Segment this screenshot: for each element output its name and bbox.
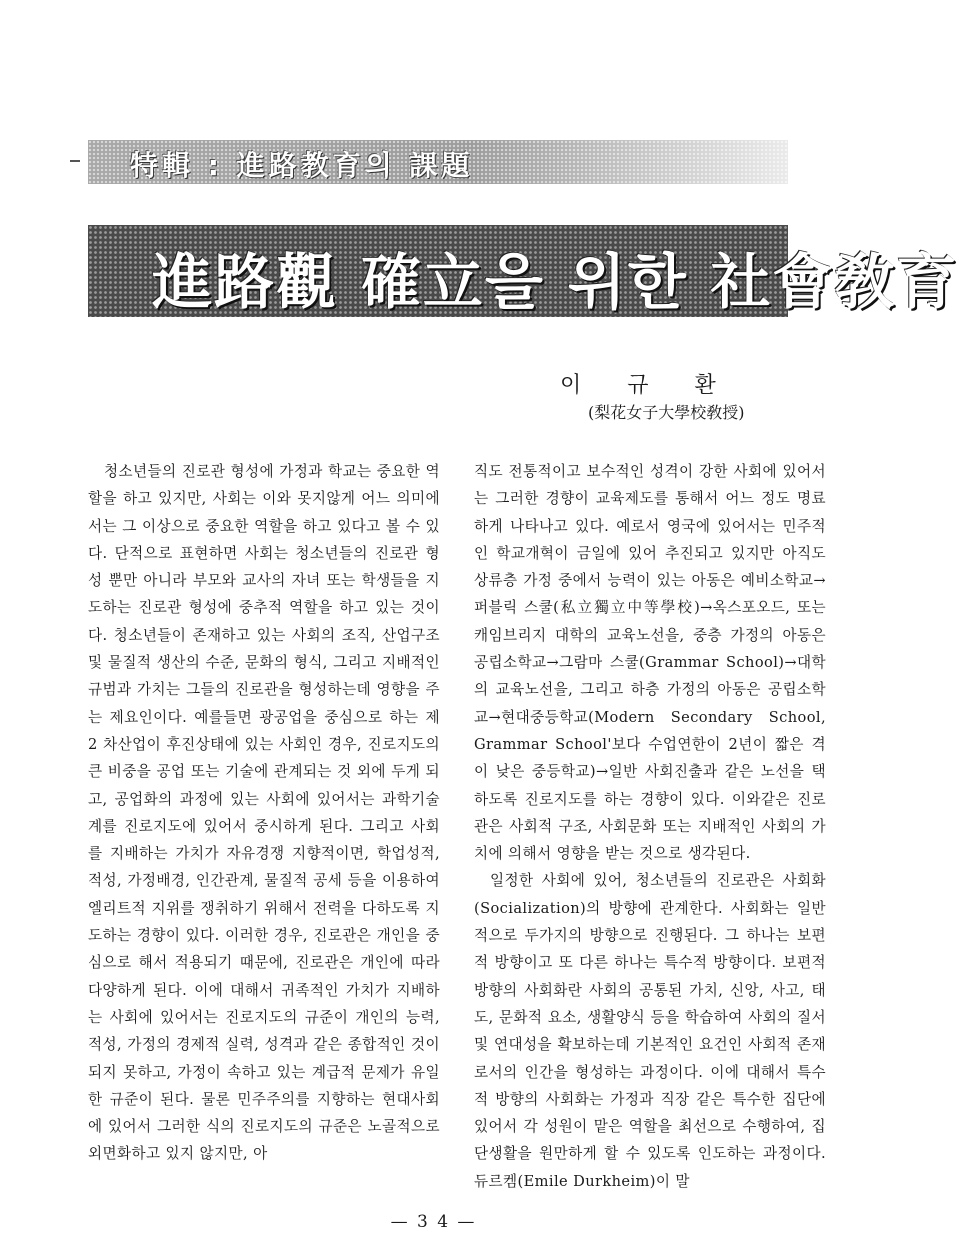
author-name: 이규환: [560, 373, 762, 398]
stray-mark: [70, 160, 80, 162]
right-column: [474, 458, 826, 1195]
section-banner: [88, 140, 788, 184]
paragraph: 청소년들의 진로관 형성에 가정과 학교는 중요한 역할을 하고 있지만, 사회는 이와 못지않게 어느 의미에서는 그 이상으로 중요한 역할을 하고 있다고 볼 수 있다. 단적으로 표현하면 사회는 청소년들의 진로관 형성 뿐만 아니라 부모와 교사의 자녀 또는 학생들을 지도하는 진로관 형성에 중추적 역할을 하고 있는 것이다. 청소년들이 존재하고 있는 사회의 조직, 산업구조 및 물질적 생산의 수준, 문화의 형식, 그리고 지배적인 규범과 가치는 그들의 진로관을 형성하는데 영향을 주는 제요인이다. 예를들면 광공업을 중심으로 하는 제 2 차산업이 후진상태에 있는 사회인 경우, 진로지도의 큰 비중을 공업 또는 기술에 관계되는 것 외에 두게 되고, 공업화의 과정에 있는 사회에 있어서는 과학기술계를 진로지도에 있어서 중시하게 된다. 그리고 사회를 지배하는 가치가 자유경쟁 지향적이면, 학업성적, 적성, 가정배경, 인간관계, 물질적 공세 등을 이용하여 엘리트적 지위를 쟁취하기 위해서 전력을 다하도록 지도하는 경향이 있다. 이러한 경우, 진로관은 개인을 중심으로 해서 적용되기 때문에, 진로관은 개인에 따라 다양하게 된다. 이에 대해서 귀족적인 가치가 지배하는 사회에 있어서는 진로지도의 규준이 개인의 능력, 적성, 가정의 경제적 실력, 성격과 같은 종합적인 것이 되지 못하고, 가정이 속하고 있는 계급적 문제가 유일한 규준이 된다. 물론 민주주의를 지향하는 현대사회에 있어서 그러한 식의 진로지도의 규준은 노골적으로 외면화하고 있지 않지만, 아: [88, 463, 440, 1163]
section-label: 特輯 : 進路教育의 課題: [130, 149, 474, 182]
left-column: [88, 458, 440, 1168]
title-banner: [88, 225, 959, 318]
page-number: — 3 4 —: [390, 1212, 477, 1232]
paragraph: 일정한 사회에 있어, 청소년들의 진로관은 사회화(Socialization)의 방향에 관계한다. 사회화는 일반적으로 두가지의 방향으로 진행된다. 그 하나는 보편적 방향이고 또 다른 하나는 특수적 방향이다. 보편적 방향의 사회화란 사회의 공통된 가치, 신앙, 사고, 태도, 문화적 요소, 생활양식 등을 학습하여 사회의 질서 및 연대성을 확보하는데 기본적인 요건인 사회적 존재로서의 인간을 형성하는 과정이다. 이에 대해서 특수적 방향의 사회화는 가정과 직장 같은 특수한 집단에 있어서 각 성원이 맡은 역할을 최선으로 수행하여, 집단생활을 원만하게 할 수 있도록 인도하는 과정이다. 듀르켐(Emile Durkheim)이 말: [474, 872, 826, 1190]
paragraph: 직도 전통적이고 보수적인 성격이 강한 사회에 있어서는 그러한 경향이 교육제도를 통해서 어느 정도 명료하게 나타나고 있다. 예로서 영국에 있어서는 민주적인 학교개혁이 금일에 있어 추진되고 있지만 아직도 상류층 가정 중에서 능력이 있는 아동은 예비소학교→퍼블릭 스쿨(私立獨立中等學校)→옥스포오드, 또는 캐임브리지 대학의 교육노선을, 중층 가정의 아동은 공립소학교→그람마 스쿨(Grammar School)→대학의 교육노선을, 그리고 하층 가정의 아동은 공립소학교→현대중등학교(Modern Secondary School, Grammar School'보다 수업연한이 2년이 짧은 격이 낮은 중등학교)→일반 사회진출과 같은 노선을 택하도록 진로지도를 하는 경향이 있다. 이와같은 진로관은 사회적 구조, 사회문화 또는 지배적인 사회의 가치에 의해서 영향을 받는 것으로 생각된다.: [474, 463, 826, 863]
author-affiliation: (梨花女子大學校敎授): [588, 403, 745, 422]
article-title: 進路觀 確立을 위한 社會敎育: [152, 248, 959, 318]
